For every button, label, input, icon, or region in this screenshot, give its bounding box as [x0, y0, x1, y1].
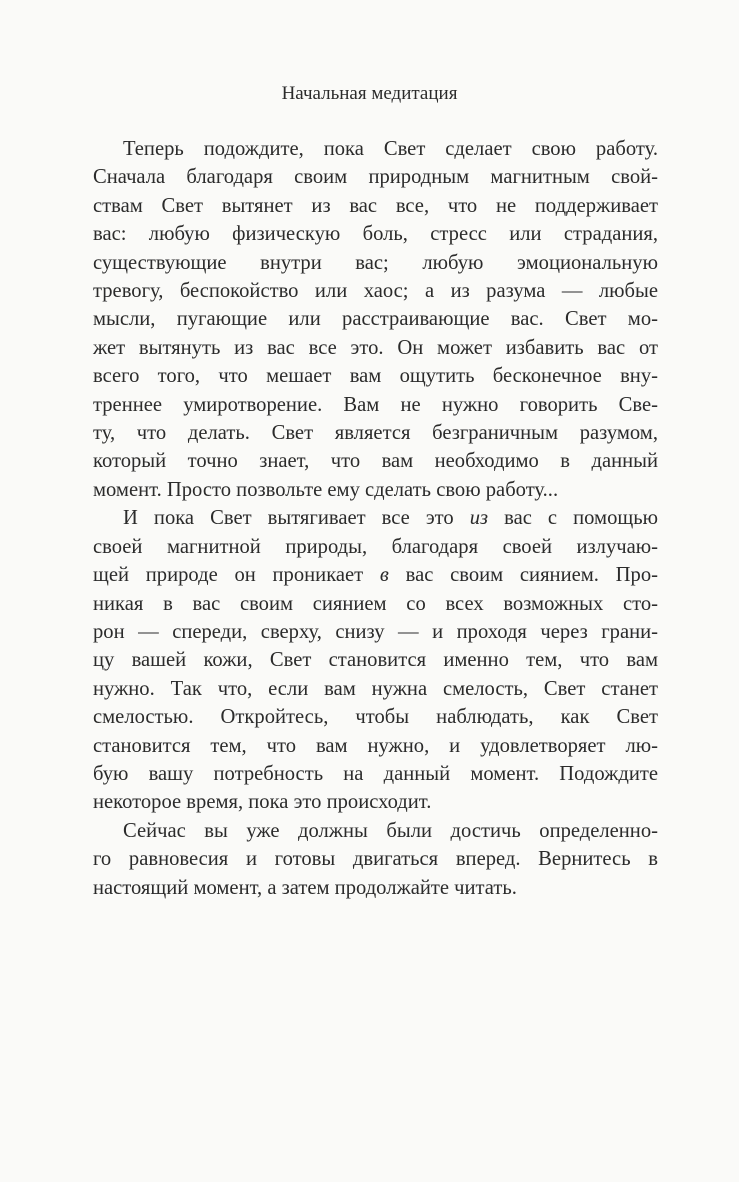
text-line: ту, что делать. Свет является безграничным разумом, — [93, 422, 658, 445]
text-line: жет вытянуть из вас все это. Он может избавить вас от — [93, 336, 658, 359]
text-line: го равновесия и готовы двигаться вперед. Вернитесь в — [93, 848, 658, 871]
text-block — [93, 135, 658, 902]
text-line: существующие внутри вас; любую эмоциональную — [93, 251, 658, 274]
text-line: Сейчас вы уже должны были достичь определенно- — [123, 819, 658, 842]
text-line: Теперь подождите, пока Свет сделает свою работу. — [123, 138, 658, 160]
text-line: никая в вас своим сиянием со всех возможных сто- — [93, 592, 658, 615]
paragraph — [93, 817, 658, 902]
text-line: щей природе он проникает в вас своим сиянием. Про- — [93, 564, 658, 587]
text-line: своей магнитной природы, благодаря своей излучаю- — [93, 535, 658, 558]
text-line: Сначала благодаря своим природным магнитным свой- — [93, 166, 658, 189]
text-line: настоящий момент, а затем продолжайте читать. — [93, 876, 517, 899]
text-line: который точно знает, что вам необходимо в данный — [93, 450, 658, 473]
text-line: рон — спереди, сверху, снизу — и проходя через грани- — [93, 620, 658, 643]
text-line: цу вашей кожи, Свет становится именно тем, что вам — [93, 649, 658, 672]
text-line: треннее умиротворение. Вам не нужно говорить Све- — [93, 393, 658, 416]
text-line: всего того, что мешает вам ощутить бесконечное вну- — [93, 365, 658, 388]
paragraph — [93, 504, 658, 816]
text-line: некоторое время, пока это происходит. — [93, 791, 432, 814]
text-line: мысли, пугающие или расстраивающие вас. Свет мо- — [93, 308, 658, 331]
text-line: смелостью. Откройтесь, чтобы наблюдать, как Свет — [93, 706, 658, 729]
paragraph — [93, 135, 658, 504]
text-line: момент. Просто позвольте ему сделать свою работу... — [93, 478, 559, 501]
text-line: становится тем, что вам нужно, и удовлетворяет лю- — [93, 734, 658, 757]
text-line: бую вашу потребность на данный момент. Подождите — [93, 762, 658, 785]
text-line: ствам Свет вытянет из вас все, что не поддерживает — [93, 194, 658, 217]
text-line: И пока Свет вытягивает все это из вас с помощью — [123, 507, 658, 530]
chapter-title: Начальная медитация — [281, 83, 458, 104]
text-line: тревогу, беспокойство или хаос; а из разума — любые — [93, 280, 658, 303]
text-line: нужно. Так что, если вам нужна смелость, Свет станет — [93, 677, 658, 700]
text-line: вас: любую физическую боль, стресс или страдания, — [93, 223, 658, 246]
